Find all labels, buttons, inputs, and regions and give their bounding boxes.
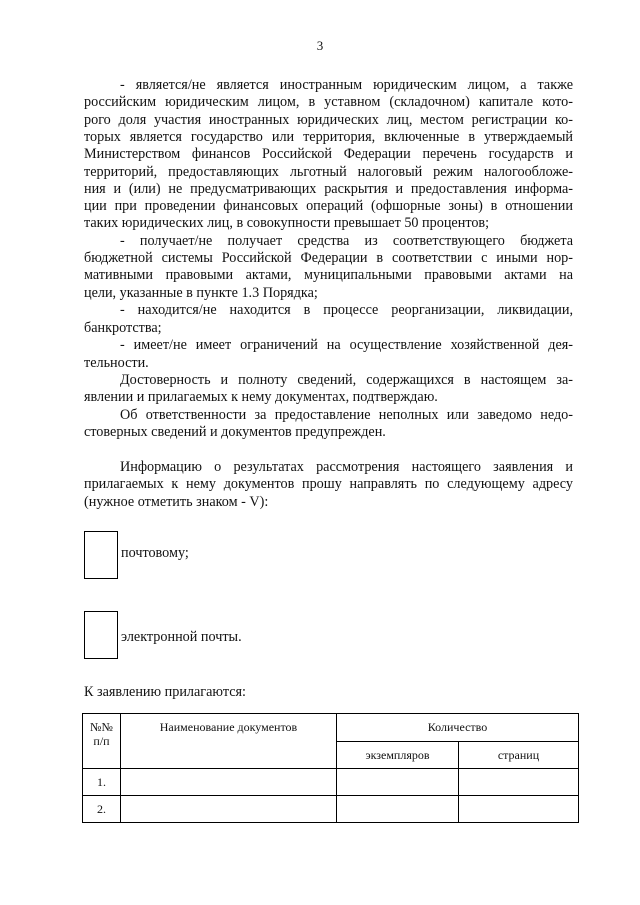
table-row [83, 796, 579, 823]
body-line: Об ответственности за предоставление неполных или заведомо недо- [120, 407, 573, 423]
body-line: цели, указанные в пункте 1.3 Порядка; [84, 285, 318, 301]
body-line: тельности. [84, 355, 149, 371]
email-checkbox[interactable] [84, 611, 118, 659]
body-line: - имеет/не имеет ограничений на осуществление хозяйственной дея- [120, 337, 573, 353]
postal-option-label: почтовому; [121, 545, 189, 561]
body-line: стоверных сведений и документов предупрежден. [84, 424, 386, 440]
body-line: (нужное отметить знаком - V): [84, 494, 269, 510]
col-header-pages: страниц [459, 742, 579, 769]
body-line: - является/не является иностранным юридическим лицом, а также [120, 77, 573, 93]
copies-cell[interactable] [337, 796, 459, 823]
body-line: торых является государство или территория, включенные в утверждаемый [84, 129, 573, 145]
body-line: мативными правовыми актами, муниципальными правовыми актами на [84, 267, 573, 283]
table-row [83, 769, 579, 796]
doc-name-cell[interactable] [121, 796, 337, 823]
attachments-table [82, 713, 579, 823]
pages-cell[interactable] [459, 796, 579, 823]
body-line: бюджетной системы Российской Федерации в соответствии с иными нор- [84, 250, 573, 266]
body-line: рого доля участия иностранных юридических лиц, местом регистрации ко- [84, 112, 573, 128]
body-line: территорий, предоставляющих льготный налоговый режим налогообложе- [84, 164, 573, 180]
body-line: прилагаемых к нему документов прошу направлять по следующему адресу [84, 476, 573, 492]
attachments-heading: К заявлению прилагаются: [84, 684, 246, 700]
doc-name-cell[interactable] [121, 769, 337, 796]
col-header-copies: экземпляров [337, 742, 459, 769]
body-line: Информацию о результатах рассмотрения настоящего заявления и [120, 459, 573, 475]
body-line: явлении и прилагаемых к нему документах, подтверждаю. [84, 389, 438, 405]
copies-cell[interactable] [337, 769, 459, 796]
body-line: ния и (или) не предусматривающих раскрытия и предоставления информа- [84, 181, 573, 197]
table-header-row [83, 714, 579, 742]
col-header-num [83, 714, 121, 769]
body-line: Министерством финансов Российской Федерации перечень государств и [84, 146, 573, 162]
body-line: банкротства; [84, 320, 162, 336]
body-line: - находится/не находится в процессе реорганизации, ликвидации, [120, 302, 573, 318]
body-line: таких юридических лиц, в совокупности превышает 50 процентов; [84, 215, 490, 231]
body-line: - получает/не получает средства из соответствующего бюджета [120, 233, 573, 249]
body-line: российским юридическим лицом, в уставном (складочном) капитале кото- [84, 94, 573, 110]
email-option-label: электронной почты. [121, 629, 242, 645]
col-header-qty: Количество [337, 714, 579, 742]
postal-checkbox[interactable] [84, 531, 118, 579]
body-line: ции при проведении финансовых операций (офшорные зоны) в отношении [84, 198, 573, 214]
row-number: 1. [83, 769, 121, 796]
body-line: Достоверность и полноту сведений, содержащихся в настоящем за- [120, 372, 573, 388]
pages-cell[interactable] [459, 769, 579, 796]
row-number: 2. [83, 796, 121, 823]
col-header-name: Наименование документов [121, 714, 337, 769]
page-number: 3 [316, 38, 324, 53]
col-header-num-text: №№ п/п [90, 720, 113, 748]
